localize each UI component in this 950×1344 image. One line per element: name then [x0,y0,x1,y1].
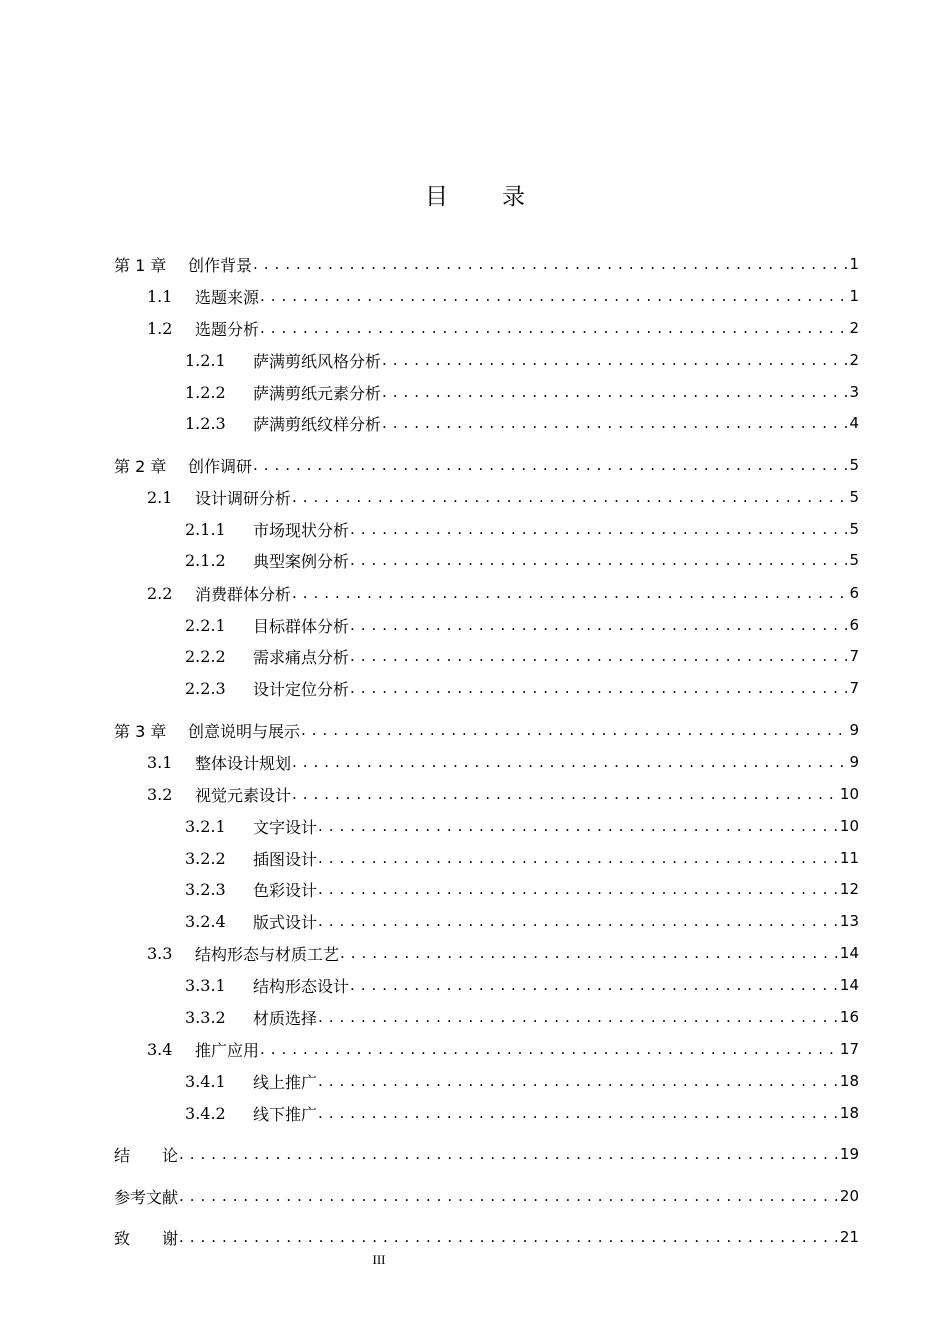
toc-dot-leader [253,453,847,477]
toc-entry-number: 3.2 [147,784,173,804]
toc-entry[interactable] [185,676,859,700]
toc-dot-leader [318,1101,838,1125]
toc-entry-number: 2.1.2 [185,550,226,570]
toc-entry-title: 创作调研 [188,456,253,476]
toc-entry-number: 3.3.2 [185,1007,226,1027]
toc-entry-page: 3 [849,383,859,401]
toc-dot-leader [292,782,838,806]
toc-entry-title: 结 论 [114,1145,179,1165]
toc-dot-leader [179,1184,838,1208]
toc-dot-leader [253,252,847,276]
toc-entry[interactable] [114,1184,859,1208]
toc-dot-leader [318,877,838,901]
toc-entry-title: 创意说明与展示 [188,721,301,741]
toc-entry-page: 14 [839,976,859,994]
toc-entry[interactable] [185,877,859,901]
toc-entry-title: 典型案例分析 [253,551,350,571]
toc-entry-number: 第 2 章 [114,456,167,476]
toc-entry-title: 视觉元素设计 [195,785,292,805]
toc-entry-number: 2.2.1 [185,615,226,635]
toc-entry[interactable] [147,284,859,308]
toc-entry-title: 线上推广 [253,1072,318,1092]
toc-dot-leader [301,718,847,742]
toc-entry[interactable] [185,613,859,637]
toc-entry-title: 消费群体分析 [195,584,292,604]
toc-entry[interactable] [147,941,859,965]
toc-entry-page: 2 [849,319,859,337]
toc-entry[interactable] [147,1037,859,1061]
toc-entry-page: 11 [839,849,859,867]
toc-entry-page: 19 [839,1145,859,1163]
page-title-char-2: 录 [502,184,525,210]
toc-entry-title: 设计调研分析 [195,488,292,508]
toc-entry[interactable] [185,909,859,933]
toc-entry[interactable] [114,453,859,477]
footer-page-number: III [372,1252,386,1267]
toc-dot-leader [260,316,847,340]
toc-entry-number: 2.1 [147,487,173,507]
toc-entry-number: 1.2.3 [185,413,226,433]
toc-entry-number: 3.3.1 [185,975,226,995]
toc-entry-number: 2.2 [147,583,173,603]
toc-dot-leader [350,644,847,668]
toc-entry-title: 需求痛点分析 [253,647,350,667]
toc-entry-title: 选题来源 [195,287,260,307]
toc-dot-leader [260,1037,838,1061]
toc-entry-page: 7 [849,679,859,697]
toc-entry-page: 5 [849,551,859,569]
toc-entry-page: 2 [849,351,859,369]
toc-entry-page: 14 [839,944,859,962]
toc-dot-leader [318,909,838,933]
toc-entry-title: 创作背景 [188,255,253,275]
toc-entry[interactable] [185,411,859,435]
toc-entry[interactable] [185,1005,859,1029]
toc-entry-number: 3.1 [147,752,173,772]
toc-dot-leader [260,284,847,308]
toc-entry[interactable] [147,782,859,806]
toc-entry-page: 5 [849,456,859,474]
toc-entry-page: 20 [839,1187,859,1205]
toc-dot-leader [318,846,838,870]
toc-entry-page: 13 [839,912,859,930]
toc-entry-title: 设计定位分析 [253,679,350,699]
toc-entry-title: 选题分析 [195,319,260,339]
toc-entry-page: 9 [849,753,859,771]
toc-dot-leader [382,380,847,404]
toc-entry-number: 3.4 [147,1039,173,1059]
toc-entry-title: 推广应用 [195,1040,260,1060]
toc-entry-page: 10 [839,785,859,803]
toc-entry-title: 版式设计 [253,912,318,932]
toc-entry-number: 2.2.2 [185,646,226,666]
toc-dot-leader [350,548,847,572]
toc-entry-page: 16 [839,1008,859,1026]
toc-entry[interactable] [185,548,859,572]
toc-entry[interactable] [185,348,859,372]
toc-dot-leader [382,411,847,435]
toc-entry-page: 10 [839,817,859,835]
toc-entry-page: 6 [849,616,859,634]
toc-entry-number: 3.4.2 [185,1103,226,1123]
toc-entry[interactable] [185,973,859,997]
toc-entry-number: 3.2.3 [185,879,226,899]
toc-entry-page: 9 [849,721,859,739]
toc-entry-number: 1.2.1 [185,350,226,370]
toc-entry-title: 文字设计 [253,817,318,837]
toc-entry-number: 3.2.2 [185,848,226,868]
toc-entry[interactable] [147,485,859,509]
toc-entry-title: 市场现状分析 [253,520,350,540]
toc-entry-title: 萨满剪纸风格分析 [253,351,382,371]
toc-entry[interactable] [185,1069,859,1093]
toc-entry-page: 5 [849,488,859,506]
toc-entry[interactable] [114,1225,859,1249]
toc-dot-leader [318,1069,838,1093]
toc-entry[interactable] [185,517,859,541]
toc-entry-page: 18 [839,1104,859,1122]
toc-entry-title: 色彩设计 [253,880,318,900]
toc-entry-page: 1 [849,287,859,305]
toc-entry-number: 1.1 [147,286,173,306]
toc-dot-leader [350,613,847,637]
toc-entry-title: 萨满剪纸元素分析 [253,383,382,403]
toc-dot-leader [318,1005,838,1029]
toc-entry-number: 3.4.1 [185,1071,226,1091]
toc-entry[interactable] [114,1142,859,1166]
toc-entry[interactable] [185,644,859,668]
toc-entry-title: 萨满剪纸纹样分析 [253,414,382,434]
toc-entry-number: 2.1.1 [185,519,226,539]
toc-dot-leader [292,581,847,605]
toc-entry-title: 目标群体分析 [253,616,350,636]
toc-entry[interactable] [147,316,859,340]
toc-entry[interactable] [114,252,859,276]
toc-entry-title: 材质选择 [253,1008,318,1028]
toc-entry-number: 1.2.2 [185,382,226,402]
toc-entry-page: 17 [839,1040,859,1058]
toc-dot-leader [350,517,847,541]
toc-entry-number: 3.3 [147,943,173,963]
toc-dot-leader [350,973,838,997]
toc-entry-number: 3.2.4 [185,911,226,931]
toc-entry-page: 21 [839,1228,859,1246]
toc-dot-leader [318,814,838,838]
toc-entry-page: 7 [849,647,859,665]
toc-dot-leader [292,750,847,774]
toc-entry-title: 插图设计 [253,849,318,869]
toc-entry-page: 5 [849,520,859,538]
toc-entry[interactable] [185,1101,859,1125]
toc-entry-page: 18 [839,1072,859,1090]
toc-entry-title: 致 谢 [114,1228,179,1248]
toc-dot-leader [350,676,847,700]
toc-entry[interactable] [185,814,859,838]
page-title-char-1: 目 [425,184,448,210]
toc-dot-leader [179,1225,838,1249]
toc-dot-leader [179,1142,838,1166]
toc-entry-page: 12 [839,880,859,898]
toc-entry[interactable] [147,581,859,605]
toc-entry[interactable] [185,380,859,404]
toc-entry-number: 第 1 章 [114,255,167,275]
toc-entry-number: 2.2.3 [185,678,226,698]
toc-dot-leader [340,941,838,965]
toc-entry-title: 线下推广 [253,1104,318,1124]
toc-entry-title: 参考文献 [114,1187,179,1207]
toc-dot-leader [292,485,847,509]
toc-entry[interactable] [185,846,859,870]
toc-entry-page: 1 [849,255,859,273]
toc-dot-leader [382,348,847,372]
toc-entry-number: 第 3 章 [114,721,167,741]
toc-entry[interactable] [147,750,859,774]
toc-entry-title: 整体设计规划 [195,753,292,773]
toc-entry-number: 1.2 [147,318,173,338]
toc-entry-number: 3.2.1 [185,816,226,836]
toc-entry-page: 6 [849,584,859,602]
toc-entry-title: 结构形态设计 [253,976,350,996]
toc-entry-title: 结构形态与材质工艺 [195,944,340,964]
toc-entry-page: 4 [849,414,859,432]
toc-entry[interactable] [114,718,859,742]
